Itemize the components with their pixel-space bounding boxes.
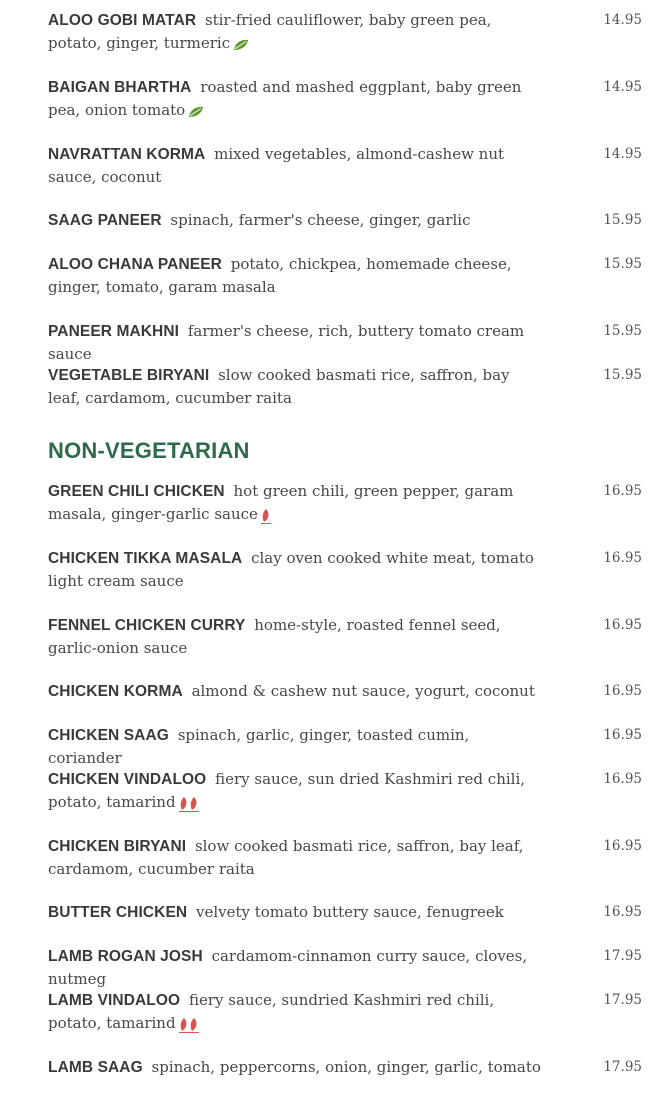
item-price: 15.95 (603, 256, 642, 272)
item-name: SAAG PANEER (48, 212, 162, 229)
item-name: ALOO GOBI MATAR (48, 12, 197, 29)
menu-item (48, 768, 642, 814)
menu-item (48, 945, 642, 991)
chili-icon (189, 1018, 199, 1031)
item-price: 17.95 (603, 948, 642, 964)
item-name: BUTTER CHICKEN (48, 904, 188, 921)
menu-item (48, 480, 642, 526)
item-name: CHICKEN SAAG (48, 727, 169, 744)
item-price: 15.95 (603, 367, 642, 383)
item-description: spinach, farmer's cheese, ginger, garlic (170, 211, 471, 229)
leaf-icon (188, 106, 204, 118)
item-name: ALOO CHANA PANEER (48, 256, 222, 273)
menu-item (48, 901, 642, 924)
item-name: CHICKEN BIRYANI (48, 838, 187, 855)
chili-icon (261, 509, 271, 522)
menu-item (48, 835, 642, 881)
item-price: 15.95 (603, 212, 642, 228)
spice-indicator (179, 1018, 199, 1033)
item-price: 16.95 (603, 771, 642, 787)
item-description: slow cooked basmati rice, saffron, bay leaf, cardamom, cucumber raita (48, 837, 524, 878)
item-description: fiery sauce, sun dried Kashmiri red chili, potato, tamarind (48, 770, 526, 811)
item-name: GREEN CHILI CHICKEN (48, 483, 225, 500)
chili-icon (179, 1018, 189, 1031)
item-price: 17.95 (603, 1059, 642, 1075)
item-description: velvety tomato buttery sauce, fenugreek (195, 903, 504, 921)
item-price: 16.95 (603, 727, 642, 743)
item-name: NAVRATTAN KORMA (48, 146, 206, 163)
item-name: PANEER MAKHNI (48, 323, 180, 340)
menu-item (48, 364, 642, 410)
item-description: stir-fried cauliflower, baby green pea, potato, ginger, turmeric (48, 11, 492, 52)
item-price: 14.95 (603, 79, 642, 95)
menu-item (48, 1056, 642, 1079)
menu-item (48, 143, 642, 189)
item-name: LAMB SAAG (48, 1059, 143, 1076)
item-name: VEGETABLE BIRYANI (48, 367, 210, 384)
item-name: LAMB ROGAN JOSH (48, 948, 203, 965)
item-price: 16.95 (603, 483, 642, 499)
item-description: slow cooked basmati rice, saffron, bay leaf, cardamom, cucumber raita (48, 366, 510, 407)
item-price: 16.95 (603, 550, 642, 566)
item-name: CHICKEN VINDALOO (48, 771, 207, 788)
menu-item (48, 989, 642, 1035)
item-description: spinach, garlic, ginger, toasted cumin, coriander (48, 726, 470, 767)
chili-icon (179, 797, 189, 810)
item-description: potato, chickpea, homemade cheese, ginger, tomato, garam masala (48, 255, 512, 296)
menu-item (48, 680, 642, 703)
menu-item (48, 9, 642, 55)
item-name: FENNEL CHICKEN CURRY (48, 617, 246, 634)
item-price: 16.95 (603, 904, 642, 920)
item-name: LAMB VINDALOO (48, 992, 181, 1009)
item-price: 16.95 (603, 838, 642, 854)
item-description: hot green chili, green pepper, garam masala, ginger-garlic sauce (48, 482, 514, 523)
item-price: 14.95 (603, 146, 642, 162)
item-name: CHICKEN KORMA (48, 683, 183, 700)
menu-item (48, 614, 642, 660)
menu-item (48, 547, 642, 593)
item-description: spinach, peppercorns, onion, ginger, garlic, tomato (151, 1058, 541, 1076)
menu-item (48, 320, 642, 366)
item-description: almond & cashew nut sauce, yogurt, coconut (191, 682, 535, 700)
menu-item (48, 76, 642, 122)
menu-item (48, 253, 642, 299)
item-price: 16.95 (603, 617, 642, 633)
spice-indicator (179, 797, 199, 812)
item-description: fiery sauce, sundried Kashmiri red chili, potato, tamarind (48, 991, 495, 1032)
item-description: cardamom-cinnamon curry sauce, cloves, nutmeg (48, 947, 528, 988)
spice-indicator (261, 509, 271, 524)
section-heading-non-vegetarian: NON-VEGETARIAN (48, 438, 250, 463)
item-price: 15.95 (603, 323, 642, 339)
menu-item (48, 724, 642, 770)
item-price: 16.95 (603, 683, 642, 699)
menu-item (48, 209, 642, 232)
item-description: clay oven cooked white meat, tomato light cream sauce (48, 549, 534, 590)
chili-icon (189, 797, 199, 810)
leaf-icon (233, 39, 249, 51)
item-price: 14.95 (603, 12, 642, 28)
item-description: home-style, roasted fennel seed, garlic-onion sauce (48, 616, 501, 657)
item-name: CHICKEN TIKKA MASALA (48, 550, 243, 567)
item-description: mixed vegetables, almond-cashew nut sauce, coconut (48, 145, 505, 186)
item-description: farmer's cheese, rich, buttery tomato cream sauce (48, 322, 525, 363)
item-name: BAIGAN BHARTHA (48, 79, 192, 96)
item-description: roasted and mashed eggplant, baby green pea, onion tomato (48, 78, 522, 119)
item-price: 17.95 (603, 992, 642, 1008)
